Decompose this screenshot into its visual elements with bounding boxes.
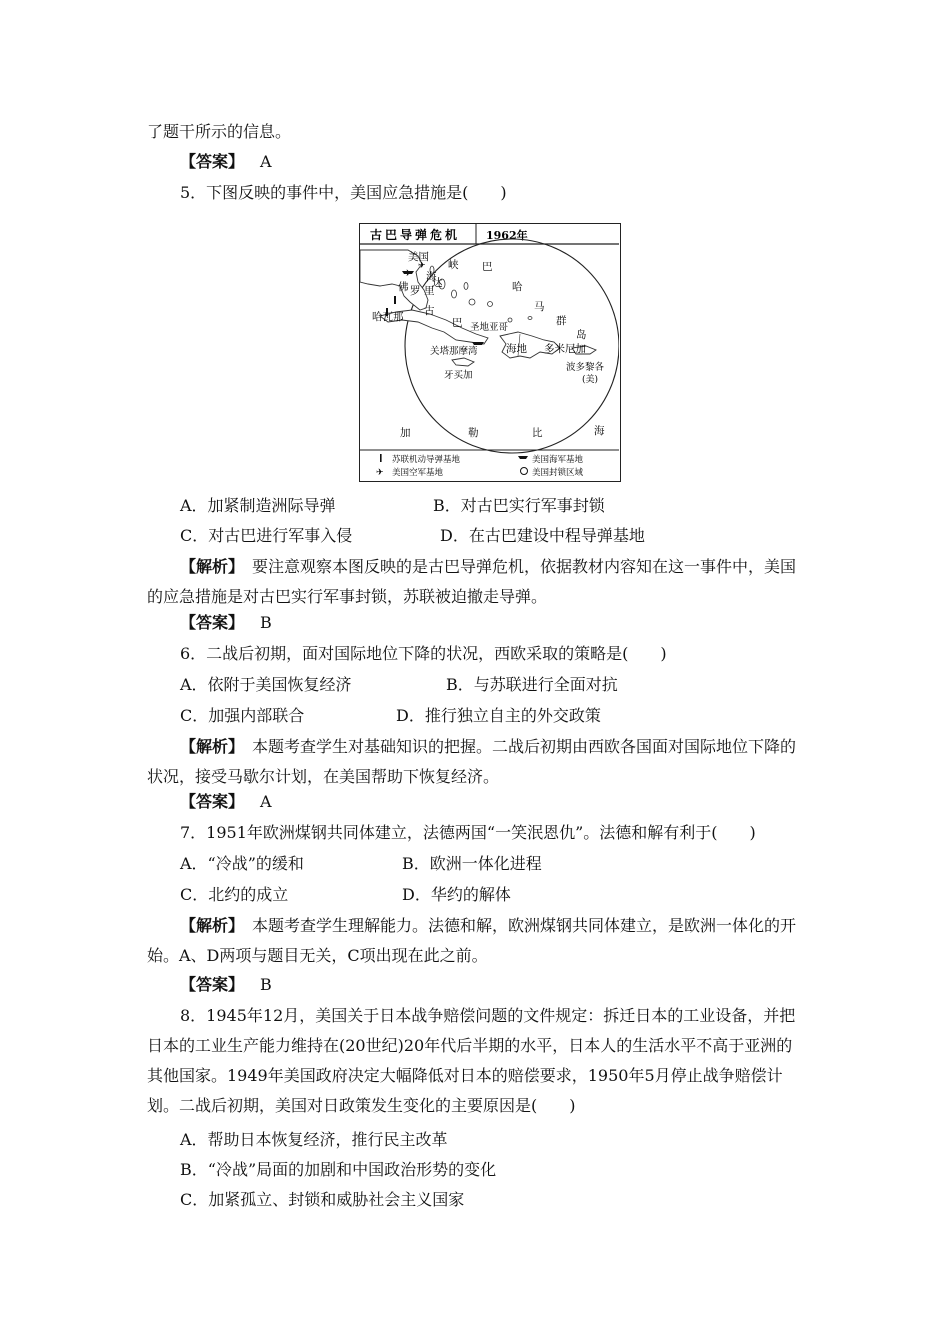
map-legend <box>376 454 584 478</box>
label-florida-4: 达 <box>432 277 443 289</box>
q7-option-d: D．华约的解体 <box>402 885 511 904</box>
cuban-missile-crisis-map <box>359 223 621 482</box>
q5-option-d: D．在古巴建设中程导弹基地 <box>440 526 645 545</box>
label-florida-3: 里 <box>424 285 435 297</box>
legend-us-air: 美国空军基地 <box>392 468 444 478</box>
q6-analysis <box>147 732 808 792</box>
q5-stem: 5．下图反映的事件中，美国应急措施是( ) <box>180 183 507 202</box>
legend-navy-icon <box>518 456 528 459</box>
label-caribbean-1: 加 <box>400 427 411 439</box>
legend-soviet-missile: 苏联机动导弹基地 <box>392 455 461 465</box>
q5-analysis <box>147 552 808 612</box>
q6-option-b: B．与苏联进行全面对抗 <box>446 675 618 694</box>
q5-option-a: A．加紧制造洲际导弹 <box>180 496 336 515</box>
answer-label: 【答案】 <box>180 792 245 811</box>
label-caribbean-3: 比 <box>532 427 543 439</box>
analysis-text: 本题考查学生理解能力。法德和解，欧洲煤钢共同体建立，是欧洲一体化的开始。A、D两项与题目无关，C项出现在此之前。 <box>147 916 797 965</box>
legend-us-navy: 美国海军基地 <box>532 455 584 465</box>
jamaica-landmass <box>452 358 474 366</box>
label-bahamas-2: 哈 <box>512 281 523 293</box>
label-bahamas-3: 马 <box>534 301 545 313</box>
label-puerto-rico-us: (美) <box>582 375 599 385</box>
q8-stem: 8．1945年12月，美国关于日本战争赔偿问题的文件规定：拆迁日本的工业设备，并把日本的工业生产能力维持在(20世纪)20年代后半期的水平，日本人的生活水平不高于亚洲的其他国家。1949年美国政府决定大幅降低对日本的赔偿要求，1950年5月停止战争赔偿计划。二战后初期，美国对日政策发生变化的主要原因是( ) <box>147 1006 796 1115</box>
q5-option-c: C．对古巴进行军事入侵 <box>180 526 353 545</box>
label-cuba-1: 古 <box>424 305 435 317</box>
q6-stem: 6．二战后初期，面对国际地位下降的状况，西欧采取的策略是( ) <box>180 644 667 663</box>
label-bahamas-1: 巴 <box>482 261 493 273</box>
q5-answer <box>180 613 272 633</box>
label-santiago: 圣地亚哥 <box>470 322 509 333</box>
analysis-label: 【解析】 <box>180 916 237 935</box>
legend-circle-icon <box>521 468 528 475</box>
q7-option-b: B．欧洲一体化进程 <box>402 854 542 873</box>
label-guantanamo: 关塔那摩湾 <box>430 346 478 357</box>
answer-value: B <box>260 613 272 632</box>
label-caribbean-2: 勒 <box>468 427 479 439</box>
label-bahamas-4: 群 <box>556 315 567 327</box>
label-havana: 哈瓦那 <box>372 311 404 323</box>
analysis-text: 本题考查学生对基础知识的把握。二战后初期由西欧各国面对国际地位下降的状况，接受马歇尔计划，在美国帮助下恢复经济。 <box>147 737 797 786</box>
q8-option-a: A．帮助日本恢复经济，推行民主改革 <box>180 1130 448 1149</box>
analysis-label: 【解析】 <box>180 737 237 756</box>
label-bahamas-5: 岛 <box>576 329 587 341</box>
legend-air-icon: ✈ <box>376 468 384 478</box>
continuation-text: 了题干所示的信息。 <box>147 122 292 141</box>
label-cuba-2: 巴 <box>452 317 463 329</box>
label-strait-1: 峡 <box>448 259 459 271</box>
map-year: 1962年 <box>486 229 528 242</box>
q6-option-a: A．依附于美国恢复经济 <box>180 675 352 694</box>
q5-option-b: B．对古巴实行军事封锁 <box>433 496 605 515</box>
answer-label: 【答案】 <box>180 975 245 994</box>
label-puerto-rico: 波多黎各 <box>566 362 605 373</box>
legend-blockade: 美国封锁区域 <box>532 468 584 478</box>
label-haiti: 海地 <box>506 343 527 355</box>
q7-answer <box>180 975 272 995</box>
q8-option-c: C．加紧孤立、封锁和威胁社会主义国家 <box>180 1190 465 1209</box>
answer-value: A <box>260 152 272 171</box>
q7-option-c: C．北约的成立 <box>180 885 289 904</box>
answer-label: 【答案】 <box>180 613 245 632</box>
q7-option-a: A．“冷战”的缓和 <box>180 854 304 873</box>
label-florida-1: 佛 <box>398 281 409 293</box>
q7-stem: 7．1951年欧洲煤钢共同体建立，法德两国“一笑泯恩仇”。法德和解有利于( ) <box>180 823 756 842</box>
label-florida-2: 罗 <box>410 285 421 297</box>
q4-answer <box>180 152 272 172</box>
q6-option-c: C．加强内部联合 <box>180 706 305 725</box>
q8-option-b: B．“冷战”局面的加剧和中国政治形势的变化 <box>180 1160 497 1179</box>
answer-value: B <box>260 975 272 994</box>
label-strait-2: 海 <box>426 271 437 283</box>
label-usa: 美国 <box>408 251 429 263</box>
q6-option-d: D．推行独立自主的外交政策 <box>396 706 601 725</box>
label-jamaica: 牙买加 <box>444 370 473 381</box>
analysis-text: 要注意观察本图反映的是古巴导弹危机，依据教材内容知在这一事件中，美国的应急措施是对古巴实行军事封锁，苏联被迫撤走导弹。 <box>147 557 797 606</box>
answer-label: 【答案】 <box>180 152 245 171</box>
svg-text:✈: ✈ <box>418 261 426 271</box>
map-title: 古巴导弹危机 <box>370 228 461 242</box>
analysis-label: 【解析】 <box>180 557 237 576</box>
label-dominican: 多米尼加 <box>544 343 586 355</box>
answer-value: A <box>260 792 272 811</box>
label-caribbean-4: 海 <box>594 425 605 437</box>
map-figure <box>360 224 619 480</box>
q6-answer <box>180 792 272 812</box>
legend-missile-icon <box>380 454 382 462</box>
q7-analysis <box>147 911 808 971</box>
